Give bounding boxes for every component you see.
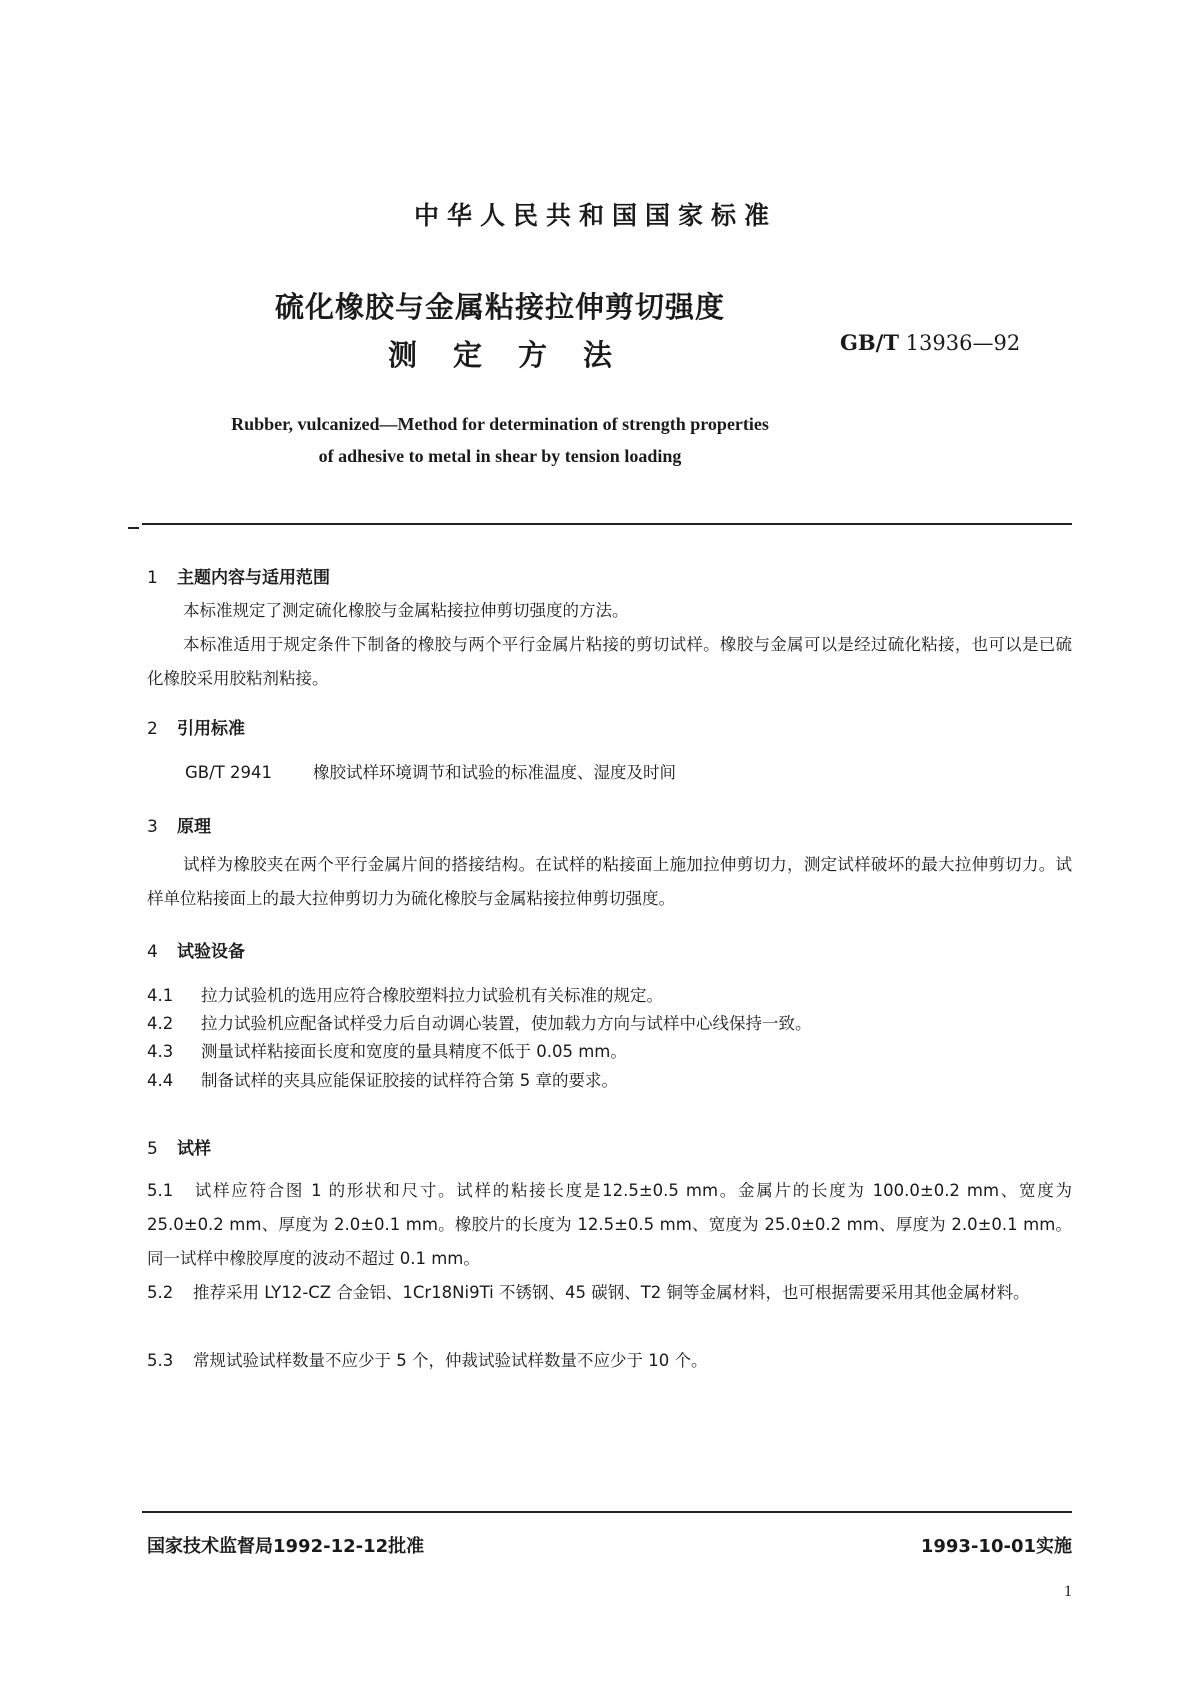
page-number: 1 <box>1064 1583 1072 1600</box>
header-rule-tick <box>128 527 139 529</box>
clause-number: 4.1 <box>147 986 174 1005</box>
section-heading-3 <box>147 812 211 837</box>
clause-text: 制备试样的夹具应能保证胶接的试样符合第 5 章的要求。 <box>201 1071 618 1090</box>
section-number: 2 <box>147 719 158 739</box>
clause-number: 5.2 <box>147 1283 174 1302</box>
standard-prefix: GB/T <box>840 330 899 355</box>
clause-number: 4.3 <box>147 1042 174 1061</box>
clause-number: 4.4 <box>147 1071 174 1090</box>
normative-reference <box>185 759 676 783</box>
title-en-line1: Rubber, vulcanized—Method for determination of strength properties <box>231 414 769 434</box>
clause-4-4 <box>147 1064 1072 1098</box>
clause-text: 测量试样粘接面长度和宽度的量具精度不低于 0.05 mm。 <box>201 1042 627 1061</box>
section-heading-1 <box>147 563 330 588</box>
header-divider <box>142 523 1072 525</box>
clause-text: 常规试验试样数量不应少于 5 个，仲裁试验试样数量不应少于 10 个。 <box>193 1351 708 1370</box>
section-number: 3 <box>147 817 158 837</box>
section-title: 主题内容与适用范围 <box>177 568 330 588</box>
clause-number: 4.2 <box>147 1014 174 1033</box>
clause-text: 拉力试验机应配备试样受力后自动调心装置，使加载力方向与试样中心线保持一致。 <box>201 1014 812 1033</box>
section-number: 5 <box>147 1139 158 1159</box>
clause-text: 推荐采用 LY12-CZ 合金铝、1Cr18Ni9Ti 不锈钢、45 碳钢、T2 铜等金属材料，也可根据需要采用其他金属材料。 <box>193 1283 1030 1302</box>
footer-divider <box>142 1511 1072 1513</box>
reference-title: 橡胶试样环境调节和试验的标准温度、湿度及时间 <box>313 763 676 782</box>
implementation-date: 1993-10-01实施 <box>920 1536 1072 1557</box>
section-title: 试样 <box>177 1139 211 1159</box>
clause-5-3 <box>147 1344 1072 1378</box>
clause-text: 试样应符合图 1 的形状和尺寸。试样的粘接长度是12.5±0.5 mm。金属片的长度为 100.0±0.2 mm、宽度为 25.0±0.2 mm、厚度为 2.0±0.1 mm。橡胶片的长度为 12.5±0.5 mm、宽度为 25.0±0.2 mm、厚度为 2.0±0.1 mm。同一试样中橡胶厚度的波动不超过 0.1 mm。 <box>147 1181 1072 1268</box>
section-1-paragraph-1: 本标准规定了测定硫化橡胶与金属粘接拉伸剪切强度的方法。 <box>183 601 629 620</box>
section-number: 4 <box>147 942 158 962</box>
standard-code: 13936—92 <box>905 331 1021 355</box>
section-number: 1 <box>147 568 158 588</box>
section-heading-4 <box>147 937 245 962</box>
section-1-paragraph-2: 本标准适用于规定条件下制备的橡胶与两个平行金属片粘接的剪切试样。橡胶与金属可以是经过硫化粘接，也可以是已硫化橡胶采用胶粘剂粘接。 <box>147 635 1072 688</box>
title-en-line2: of adhesive to metal in shear by tension loading <box>318 446 682 466</box>
section-title: 原理 <box>177 817 211 837</box>
clause-number: 5.1 <box>147 1181 174 1200</box>
approval-date: 国家技术监督局1992-12-12批准 <box>147 1536 425 1557</box>
standard-number <box>840 330 1020 355</box>
section-title: 引用标准 <box>177 719 245 739</box>
issuing-organization: 中华人民共和国国家标准 <box>413 201 777 230</box>
clause-5-1 <box>147 1174 1072 1276</box>
title-en <box>0 408 1000 472</box>
title-cn-line1: 硫化橡胶与金属粘接拉伸剪切强度 <box>274 290 725 324</box>
section-3-paragraph-1: 试样为橡胶夹在两个平行金属片间的搭接结构。在试样的粘接面上施加拉伸剪切力，测定试样破坏的最大拉伸剪切力。试样单位粘接面上的最大拉伸剪切力为硫化橡胶与金属粘接拉伸剪切强度。 <box>147 855 1072 908</box>
section-heading-2 <box>147 714 245 739</box>
section-title: 试验设备 <box>177 942 245 962</box>
reference-code: GB/T 2941 <box>185 763 272 782</box>
title-cn-line2: 测定方法 <box>387 338 648 372</box>
section-heading-5 <box>147 1134 211 1159</box>
clause-5-2 <box>147 1276 1072 1310</box>
clause-number: 5.3 <box>147 1351 174 1370</box>
clause-text: 拉力试验机的选用应符合橡胶塑料拉力试验机有关标准的规定。 <box>201 986 663 1005</box>
